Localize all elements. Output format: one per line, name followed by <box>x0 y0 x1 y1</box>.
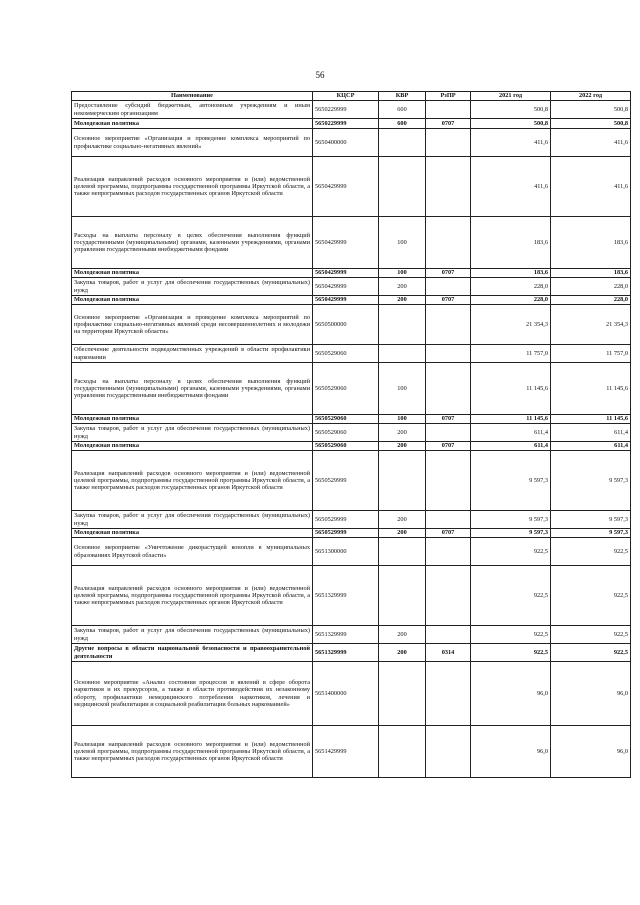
cell-2022: 96,0 <box>551 662 631 726</box>
cell-2021: 11 145,6 <box>471 363 551 415</box>
cell-2021: 96,0 <box>471 726 551 778</box>
cell-name: Другие вопросы в области национальной безопасности и правоохранительной деятельности <box>72 644 313 662</box>
cell-rzpr: 0707 <box>426 442 471 451</box>
budget-table <box>71 91 631 778</box>
table-row <box>72 442 631 451</box>
cell-kvr: 100 <box>379 415 426 424</box>
cell-kcsr: 5650229999 <box>313 101 379 119</box>
table-row <box>72 424 631 442</box>
cell-2022: 611,4 <box>551 442 631 451</box>
table-row <box>72 626 631 644</box>
table-row <box>72 511 631 529</box>
cell-rzpr: 0707 <box>426 415 471 424</box>
cell-rzpr <box>426 305 471 345</box>
cell-kvr: 200 <box>379 442 426 451</box>
cell-kcsr: 5650429999 <box>313 217 379 269</box>
cell-2022: 11 145,6 <box>551 363 631 415</box>
cell-rzpr <box>426 566 471 626</box>
cell-rzpr <box>426 451 471 511</box>
cell-2021: 9 597,3 <box>471 451 551 511</box>
cell-kvr <box>379 451 426 511</box>
cell-name: Расходы на выплаты персоналу в целях обеспечения выполнения функций государственными (муниципальными) органами, казенными учреждениями, органами управления государственными внебюджетными фондами <box>72 217 313 269</box>
cell-2022: 11 757,0 <box>551 345 631 363</box>
cell-kcsr: 5650529060 <box>313 442 379 451</box>
cell-rzpr <box>426 278 471 296</box>
cell-kvr: 200 <box>379 511 426 529</box>
cell-2022: 922,5 <box>551 644 631 662</box>
cell-2022: 228,0 <box>551 278 631 296</box>
cell-rzpr <box>426 626 471 644</box>
cell-kvr: 100 <box>379 363 426 415</box>
cell-rzpr <box>426 363 471 415</box>
table-row <box>72 305 631 345</box>
cell-name: Предоставление субсидий бюджетным, автономным учреждениям и иным некоммерческим организациям <box>72 101 313 119</box>
cell-2021: 500,8 <box>471 119 551 129</box>
cell-kvr: 600 <box>379 101 426 119</box>
cell-rzpr <box>426 424 471 442</box>
cell-kcsr: 5650529060 <box>313 363 379 415</box>
cell-2022: 21 354,3 <box>551 305 631 345</box>
cell-name: Молодежная политика <box>72 296 313 305</box>
header-kvr: КВР <box>379 92 426 101</box>
table-row <box>72 529 631 538</box>
header-rzpr: РзПР <box>426 92 471 101</box>
cell-name: Расходы на выплаты персоналу в целях обеспечения выполнения функций государственными (муниципальными) органами, казенными учреждениями, органами управления государственными внебюджетными фондами <box>72 363 313 415</box>
cell-2022: 183,6 <box>551 269 631 278</box>
cell-2022: 183,6 <box>551 217 631 269</box>
cell-kvr: 200 <box>379 296 426 305</box>
cell-rzpr: 0314 <box>426 644 471 662</box>
cell-kcsr: 5650429999 <box>313 157 379 217</box>
cell-name: Реализация направлений расходов основного мероприятия и (или) ведомственной целевой программы, подпрограммы государственной программы Иркутской области, а также непрограммных расходов государственных органов Иркутской области <box>72 726 313 778</box>
cell-rzpr <box>426 101 471 119</box>
cell-kcsr: 5650400000 <box>313 129 379 157</box>
cell-rzpr <box>426 345 471 363</box>
cell-2022: 96,0 <box>551 726 631 778</box>
cell-kvr: 200 <box>379 626 426 644</box>
cell-name: Закупка товаров, работ и услуг для обеспечения государственных (муниципальных) нужд <box>72 511 313 529</box>
cell-name: Реализация направлений расходов основного мероприятия и (или) ведомственной целевой программы, подпрограммы государственной программы Иркутской области, а также непрограммных расходов государственных органов Иркутской области <box>72 157 313 217</box>
table-row <box>72 119 631 129</box>
cell-kvr: 600 <box>379 119 426 129</box>
cell-kcsr: 5651329999 <box>313 566 379 626</box>
cell-rzpr <box>426 538 471 566</box>
table-header-row <box>72 92 631 101</box>
cell-rzpr <box>426 726 471 778</box>
cell-2021: 922,5 <box>471 566 551 626</box>
header-2022: 2022 год <box>551 92 631 101</box>
cell-2022: 922,5 <box>551 566 631 626</box>
cell-name: Основное мероприятие «Организация и проведение комплекса мероприятий по профилактике социально-негативных явлений среди несовершеннолетних и молодежи на территории Иркутской области» <box>72 305 313 345</box>
cell-kcsr: 5651300000 <box>313 538 379 566</box>
cell-kvr: 200 <box>379 529 426 538</box>
cell-kvr: 200 <box>379 424 426 442</box>
cell-2021: 183,6 <box>471 217 551 269</box>
table-row <box>72 566 631 626</box>
cell-kcsr: 5650529060 <box>313 345 379 363</box>
cell-2022: 500,8 <box>551 101 631 119</box>
cell-kvr: 200 <box>379 644 426 662</box>
cell-kcsr: 5650500000 <box>313 305 379 345</box>
cell-kvr <box>379 129 426 157</box>
table-row <box>72 101 631 119</box>
cell-name: Реализация направлений расходов основного мероприятия и (или) ведомственной целевой программы, подпрограммы государственной программы Иркутской области, а также непрограммных расходов государственных органов Иркутской области <box>72 451 313 511</box>
cell-rzpr: 0707 <box>426 296 471 305</box>
cell-name: Закупка товаров, работ и услуг для обеспечения государственных (муниципальных) нужд <box>72 278 313 296</box>
table-row <box>72 415 631 424</box>
cell-rzpr <box>426 662 471 726</box>
cell-kcsr: 5650429999 <box>313 269 379 278</box>
cell-kcsr: 5651429999 <box>313 726 379 778</box>
cell-2021: 500,8 <box>471 101 551 119</box>
cell-2021: 11 145,6 <box>471 415 551 424</box>
header-kcsr: КЦСР <box>313 92 379 101</box>
table-row <box>72 278 631 296</box>
cell-kcsr: 5651329999 <box>313 626 379 644</box>
cell-kvr <box>379 538 426 566</box>
cell-kvr <box>379 566 426 626</box>
page-number: 56 <box>315 70 325 80</box>
cell-rzpr <box>426 157 471 217</box>
cell-kvr: 100 <box>379 269 426 278</box>
cell-name: Основное мероприятие «Уничтожение дикорастущей конопли в муниципальных образованиях Иркутской области» <box>72 538 313 566</box>
cell-2021: 183,6 <box>471 269 551 278</box>
cell-name: Закупка товаров, работ и услуг для обеспечения государственных (муниципальных) нужд <box>72 424 313 442</box>
cell-2022: 500,8 <box>551 119 631 129</box>
cell-2021: 922,5 <box>471 626 551 644</box>
table-row <box>72 451 631 511</box>
cell-kcsr: 5650429999 <box>313 278 379 296</box>
cell-2021: 21 354,3 <box>471 305 551 345</box>
cell-2022: 9 597,3 <box>551 529 631 538</box>
cell-name: Молодежная политика <box>72 119 313 129</box>
cell-2021: 411,6 <box>471 129 551 157</box>
table-row <box>72 662 631 726</box>
cell-2021: 9 597,3 <box>471 529 551 538</box>
cell-kcsr: 5650529999 <box>313 451 379 511</box>
table-row <box>72 129 631 157</box>
cell-2021: 922,5 <box>471 644 551 662</box>
cell-rzpr <box>426 217 471 269</box>
cell-name: Молодежная политика <box>72 529 313 538</box>
cell-rzpr: 0707 <box>426 119 471 129</box>
cell-2022: 9 597,3 <box>551 451 631 511</box>
table-row <box>72 363 631 415</box>
table-row <box>72 157 631 217</box>
table-row <box>72 296 631 305</box>
cell-rzpr: 0707 <box>426 529 471 538</box>
cell-2022: 411,6 <box>551 129 631 157</box>
header-name: Наименование <box>72 92 313 101</box>
cell-2021: 411,6 <box>471 157 551 217</box>
cell-2022: 922,5 <box>551 626 631 644</box>
cell-name: Обеспечение деятельности подведомственных учреждений в области профилактики наркомании <box>72 345 313 363</box>
cell-rzpr: 0707 <box>426 269 471 278</box>
cell-2021: 11 757,0 <box>471 345 551 363</box>
cell-2022: 11 145,6 <box>551 415 631 424</box>
cell-kvr <box>379 305 426 345</box>
cell-2021: 611,4 <box>471 424 551 442</box>
cell-kcsr: 5650529999 <box>313 529 379 538</box>
cell-kcsr: 5651400000 <box>313 662 379 726</box>
cell-name: Закупка товаров, работ и услуг для обеспечения государственных (муниципальных) нужд <box>72 626 313 644</box>
cell-2021: 611,4 <box>471 442 551 451</box>
cell-2022: 228,0 <box>551 296 631 305</box>
table-row <box>72 217 631 269</box>
table-row <box>72 644 631 662</box>
cell-kvr <box>379 345 426 363</box>
cell-name: Молодежная политика <box>72 442 313 451</box>
cell-kvr: 200 <box>379 278 426 296</box>
table-row <box>72 538 631 566</box>
cell-name: Основное мероприятие «Анализ состояния процессов и явлений в сфере оборота наркотиков и их прекурсоров, а также в области противодействия их незаконному обороту, профилактики немедицинского потребления наркотиков, лечения и медицинской реабилитации и социальной реабилитации больных наркоманией» <box>72 662 313 726</box>
cell-kcsr: 5650529060 <box>313 424 379 442</box>
cell-2022: 411,6 <box>551 157 631 217</box>
cell-name: Молодежная политика <box>72 269 313 278</box>
cell-2022: 611,4 <box>551 424 631 442</box>
header-2021: 2021 год <box>471 92 551 101</box>
cell-kvr <box>379 157 426 217</box>
table-row <box>72 726 631 778</box>
cell-kcsr: 5650229999 <box>313 119 379 129</box>
cell-kcsr: 5650429999 <box>313 296 379 305</box>
cell-rzpr <box>426 129 471 157</box>
cell-2022: 9 597,3 <box>551 511 631 529</box>
cell-kvr <box>379 726 426 778</box>
cell-2021: 228,0 <box>471 278 551 296</box>
cell-2021: 96,0 <box>471 662 551 726</box>
table-row <box>72 269 631 278</box>
cell-2021: 922,5 <box>471 538 551 566</box>
cell-kvr <box>379 662 426 726</box>
cell-kcsr: 5650529999 <box>313 511 379 529</box>
cell-2021: 9 597,3 <box>471 511 551 529</box>
cell-rzpr <box>426 511 471 529</box>
table-row <box>72 345 631 363</box>
cell-name: Молодежная политика <box>72 415 313 424</box>
cell-name: Реализация направлений расходов основного мероприятия и (или) ведомственной целевой программы, подпрограммы государственной программы Иркутской области, а также непрограммных расходов государственных органов Иркутской области <box>72 566 313 626</box>
cell-2022: 922,5 <box>551 538 631 566</box>
cell-kcsr: 5650529060 <box>313 415 379 424</box>
cell-kcsr: 5651329999 <box>313 644 379 662</box>
cell-2021: 228,0 <box>471 296 551 305</box>
cell-name: Основное мероприятие «Организация и проведение комплекса мероприятий по профилактике социально-негативных явлений» <box>72 129 313 157</box>
cell-kvr: 100 <box>379 217 426 269</box>
